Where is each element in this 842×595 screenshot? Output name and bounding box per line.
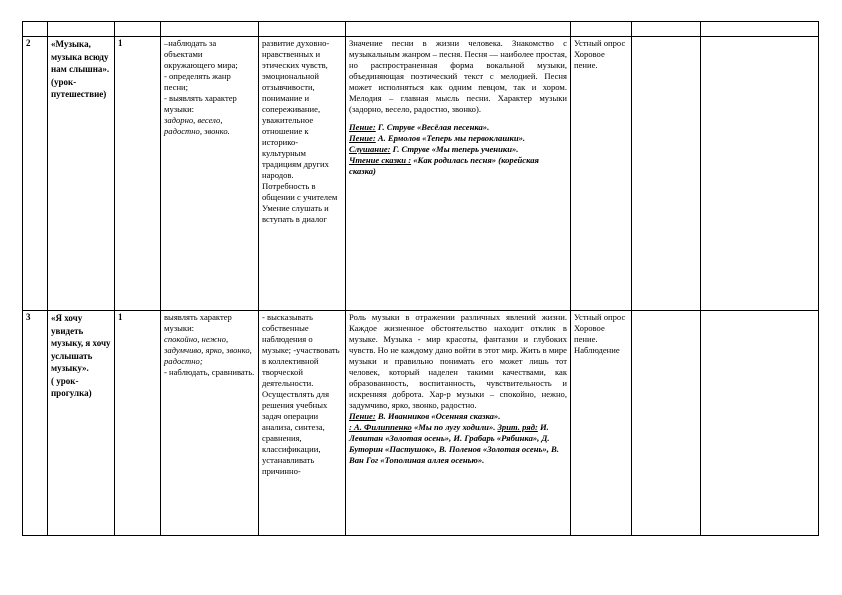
lesson-number: 3 xyxy=(23,311,48,536)
hours-cell: 1 xyxy=(115,37,161,311)
table-row xyxy=(23,37,819,311)
repertoire-item: Чтение сказки : «Как родилась песня» (корейская сказка) xyxy=(349,155,539,176)
control-cell: Устный опрос Хоровое пение. Наблюдение xyxy=(571,311,632,536)
content-cell xyxy=(346,311,571,536)
content-text: Роль музыки в отражении различных явлений жизни. Каждое жизненное обстоятельство находит отклик в музыке. Музыка - мир красоты, фантазии и глубоких чувств. Но не каждому дано войти в этот мир. Жить в мире музыки и правильно понимать его может лишь тот человек, который наделен такими качествами, как образованность, воспитанность, чувствительность и искренняя доброта. Хар-р музыки – спокойно, нежно, задумчиво, ярко, звонко, радостно. xyxy=(349,312,567,410)
hours-cell: 1 xyxy=(115,311,161,536)
repertoire-item: : А. Филиппенко «Мы по лугу ходили». Зрит. ряд: И. Левитан «Золотая осень», И. Грабарь «Рябинка», Д. Буторин «Пастушок», В. Поленов «Золотая осень», В. Ван Гог «Тополиная аллея осенью». xyxy=(349,422,559,465)
header-row xyxy=(23,22,819,37)
topic-title: «Музыка, музыка всюду нам слышна». xyxy=(51,39,110,74)
lesson-plan-table xyxy=(22,21,819,536)
repertoire-item: Пение: А. Ермолов «Теперь мы первоклашки». xyxy=(349,133,526,143)
empty-cell xyxy=(701,37,819,311)
repertoire-item: Пение: Г. Струве «Весёлая песенка». xyxy=(349,122,490,132)
repertoire-item: Пение: В. Иванников «Осенняя сказка». xyxy=(349,411,501,421)
empty-cell xyxy=(632,37,701,311)
table-row xyxy=(23,311,819,536)
lesson-topic xyxy=(48,311,115,536)
skill-item: - наблюдать, сравнивать. xyxy=(164,367,255,377)
skill-item: задорно, весело, радостно, звонко. xyxy=(164,115,230,136)
results-cell: - высказывать собственные наблюдения о музыке; -участвовать в коллективной творческой деятельности. Осуществлять для решения учебных задач операции анализа, синтеза, сравнения, классификации, устанавливать причинно- xyxy=(259,311,346,536)
content-text: Значение песни в жизни человека. Знакомство с музыкальным жанром – песня. Песня — наиболее простая, но распространенная форма вокальной музыки, объединяющая поэтический текст с мелодией. Песня может исполняться как одним певцом, так и хором. Мелодия – главная мысль песни. Характер музыки (задорно, весело, радостно, звонко). xyxy=(349,38,567,114)
header-cell xyxy=(115,22,161,37)
skills-cell xyxy=(161,311,259,536)
skills-cell xyxy=(161,37,259,311)
header-cell xyxy=(161,22,259,37)
empty-cell xyxy=(632,311,701,536)
header-cell xyxy=(571,22,632,37)
topic-title: «Я хочу увидеть музыку, я хочу услышать музыку». xyxy=(51,313,111,373)
header-cell xyxy=(259,22,346,37)
empty-cell xyxy=(701,311,819,536)
lesson-type: (урок-путешествие) xyxy=(51,76,107,99)
header-cell xyxy=(632,22,701,37)
skill-item: –наблюдать за объектами окружающего мира; xyxy=(164,38,238,70)
content-cell xyxy=(346,37,571,311)
repertoire-item: Слушание: Г. Струве «Мы теперь ученики». xyxy=(349,144,519,154)
skill-item: спокойно, нежно, задумчиво, ярко, звонко, радостно; xyxy=(164,334,252,366)
results-cell: развитие духовно-нравственных и этических чувств, эмоциональной отзывчивости, понимание и сопереживание, уважительное отношение к историко-культурным традициям других народов. Потребность в общении с учителем Умение слушать и вступать в диалог xyxy=(259,37,346,311)
skill-item: выявлять характер музыки: xyxy=(164,312,232,333)
lesson-number: 2 xyxy=(23,37,48,311)
control-cell: Устный опрос Хоровое пение. xyxy=(571,37,632,311)
header-cell xyxy=(701,22,819,37)
lesson-type: ( урок-прогулка) xyxy=(51,375,92,398)
header-cell xyxy=(346,22,571,37)
header-cell xyxy=(23,22,48,37)
header-cell xyxy=(48,22,115,37)
skill-item: - определять жанр песни; xyxy=(164,71,231,92)
skill-item: - выявлять характер музыки: xyxy=(164,93,237,114)
lesson-topic xyxy=(48,37,115,311)
